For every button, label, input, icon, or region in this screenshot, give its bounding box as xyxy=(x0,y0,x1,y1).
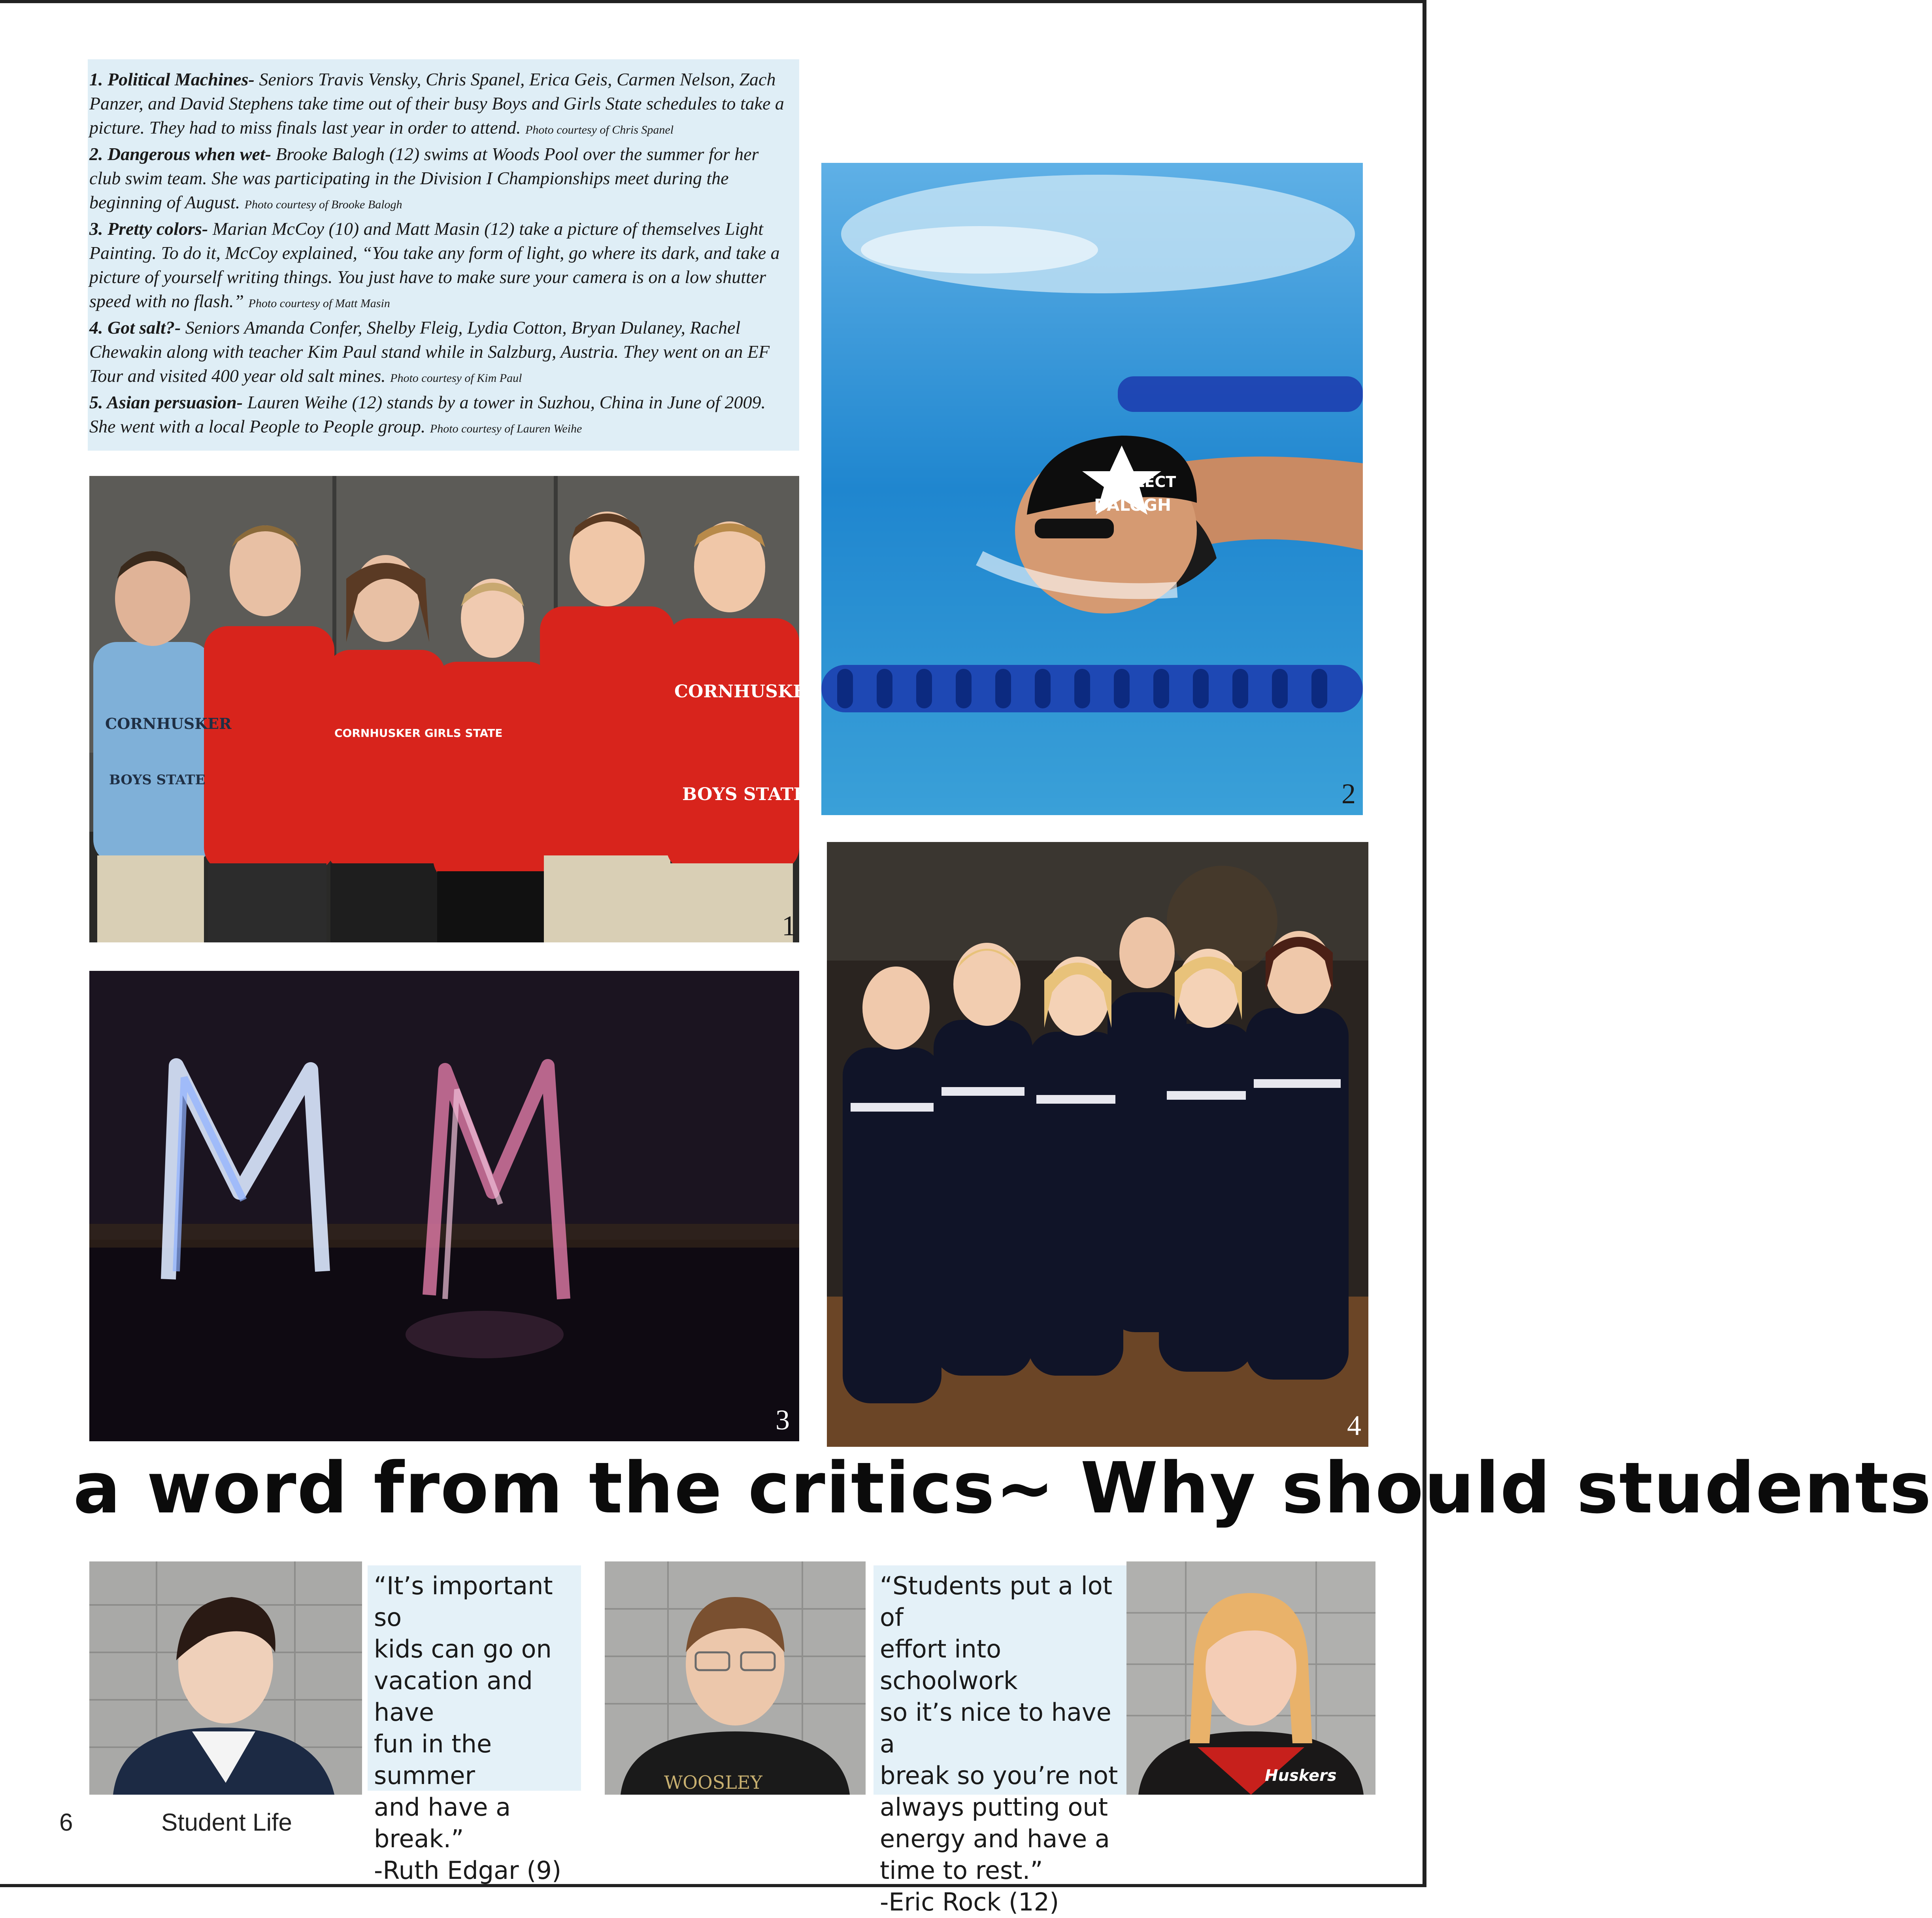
caption-text: Marian McCoy (10) and Matt Masin (12) take a picture of themselves Light Painting. To do it, McCoy explained, “You take any form of light, go where its dark, and take a picture of yourself writing things. You just have to make sure your camera is on a low shutter speed with no flash.” xyxy=(89,219,780,311)
quote-ruth-edgar xyxy=(368,1565,581,1885)
quote-line: fun in the summer xyxy=(374,1729,492,1790)
quote-line: vacation and have xyxy=(374,1666,533,1727)
hoodie-text: Huskers xyxy=(1265,1767,1337,1785)
caption-title: 1. Political Machines- xyxy=(89,69,255,89)
shirt-text: CORNHUSKER GIRLS STATE xyxy=(334,727,503,740)
caption-title: 5. Asian persuasion- xyxy=(89,392,243,412)
photo-light-painting xyxy=(89,971,799,1441)
photo-credit: Photo courtesy of Lauren Weihe xyxy=(430,422,582,435)
portrait-illustration xyxy=(605,1561,866,1795)
section-title: Student Life xyxy=(161,1809,292,1836)
caption-1 xyxy=(89,67,791,142)
page-number: 6 xyxy=(59,1809,73,1836)
quote-line: so it’s nice to have a xyxy=(880,1698,1111,1758)
portrait-ruth-edgar xyxy=(89,1561,362,1795)
portrait-illustration xyxy=(89,1561,362,1795)
caption-4 xyxy=(89,315,791,390)
photo-swimmer xyxy=(821,163,1363,815)
quote-attribution: -Eric Rock (12) xyxy=(880,1888,1059,1916)
portrait-eric-rock xyxy=(605,1561,866,1795)
quote-line: kids can go on xyxy=(374,1635,552,1663)
photo-salzburg-group xyxy=(827,842,1368,1447)
caption-text: Lauren Weihe (12) stands by a tower in Suzhou, China in June of 2009. She went with a local People to People group. xyxy=(89,392,766,436)
quote-line: energy and have a xyxy=(880,1824,1110,1853)
light-painting-illustration xyxy=(89,971,799,1441)
portrait-illustration xyxy=(1126,1561,1375,1795)
quote-attribution: -Ruth Edgar (9) xyxy=(374,1856,562,1885)
photo-number-4: 4 xyxy=(1347,1410,1361,1441)
quote-eric-rock xyxy=(874,1565,1126,1916)
quote-line: “It’s important so xyxy=(374,1571,553,1632)
shirt-text: CORNHUSKER xyxy=(105,715,232,732)
photo-credit: Photo courtesy of Kim Paul xyxy=(390,372,522,385)
photo-credit: Photo courtesy of Matt Masin xyxy=(248,297,390,310)
quote-line: always putting out xyxy=(880,1793,1108,1822)
shirt-text: CORNHUSKER xyxy=(674,681,821,702)
quote-line: time to rest.” xyxy=(880,1856,1043,1885)
shirt-text: BOYS STATE xyxy=(109,772,206,788)
photo-number-2: 2 xyxy=(1341,778,1356,810)
caption-text: Seniors Travis Vensky, Chris Spanel, Erica Geis, Carmen Nelson, Zach Panzer, and David Stephens take time out of their busy Boys and Girls State schedules to take a picture. They had to miss finals last year in order to attend. xyxy=(89,69,784,138)
quote-line: effort into schoolwork xyxy=(880,1635,1018,1695)
quote-line: and have a break.” xyxy=(374,1793,511,1853)
shirt-text: WOOSLEY xyxy=(664,1772,762,1793)
swim-cap-name: BALOGH xyxy=(1094,495,1172,515)
swimmer-illustration xyxy=(821,163,1363,815)
caption-title: 3. Pretty colors- xyxy=(89,219,208,239)
caption-2 xyxy=(89,142,791,217)
photo-boys-girls-state xyxy=(89,476,821,942)
photo-number-3: 3 xyxy=(775,1404,790,1436)
caption-text: Seniors Amanda Confer, Shelby Fleig, Lydia Cotton, Bryan Dulaney, Rachel Chewakin along with teacher Kim Paul stand while in Salzburg, Austria. They went on an EF Tour and visited 400 year old salt mines. xyxy=(89,317,770,386)
caption-title: 4. Got salt?- xyxy=(89,317,181,338)
photo-credit: Photo courtesy of Brooke Balogh xyxy=(244,198,402,211)
caption-text: Brooke Balogh (12) swims at Woods Pool over the summer for her club swim team. She was participating in the Division I Championships meet during the beginning of August. xyxy=(89,144,759,212)
caption-3 xyxy=(89,217,791,315)
portrait-student-3 xyxy=(1126,1561,1375,1795)
quote-line: break so you’re not xyxy=(880,1761,1118,1790)
photo-number-1: 1 xyxy=(782,910,796,942)
swim-cap-text: SELECT xyxy=(1114,473,1176,491)
headline: a word from the critics~ Why should students xyxy=(73,1447,1932,1529)
shirt-text: BOYS STATE xyxy=(682,784,807,804)
tracksuit-group-illustration xyxy=(827,842,1368,1447)
photo-captions xyxy=(88,59,799,451)
group-illustration xyxy=(89,476,821,942)
quote-line: “Students put a lot of xyxy=(880,1571,1113,1632)
photo-credit: Photo courtesy of Chris Spanel xyxy=(525,123,674,136)
caption-5 xyxy=(89,390,791,441)
caption-title: 2. Dangerous when wet- xyxy=(89,144,272,164)
